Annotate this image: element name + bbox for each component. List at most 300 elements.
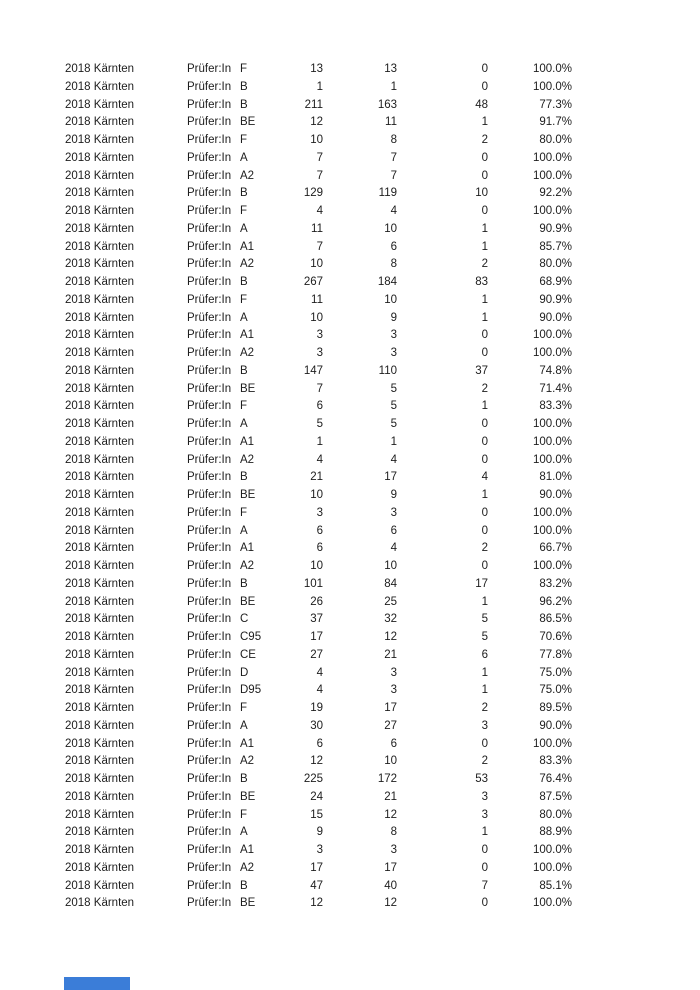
cell-pass-rate: 76.4% (539, 773, 572, 785)
cell-failed-count: 0 (481, 329, 488, 342)
cell-license-class: F (240, 400, 248, 413)
cell-year-region: 2018 Kärnten (65, 364, 135, 377)
cell-candidates-total: 47 (310, 879, 323, 892)
table-row (0, 523, 637, 541)
cell-license-class: CE (240, 648, 256, 661)
cell-examiner-role: Prüfer:In (187, 222, 232, 235)
cell-pass-rate: 90.0% (539, 489, 572, 501)
cell-examiner-role: Prüfer:In (187, 879, 232, 892)
table-row (0, 452, 637, 470)
cell-passed-count: 17 (384, 471, 397, 484)
cell-failed-count: 0 (481, 861, 488, 874)
cell-pass-rate: 90.9% (539, 222, 572, 235)
cell-candidates-total: 21 (310, 471, 323, 484)
cell-candidates-total: 5 (316, 418, 323, 430)
cell-license-class: F (240, 506, 248, 519)
cell-examiner-role: Prüfer:In (187, 613, 232, 626)
cell-passed-count: 7 (390, 169, 397, 182)
cell-passed-count: 6 (390, 737, 397, 750)
cell-pass-rate: 74.8% (539, 364, 572, 377)
cell-candidates-total: 3 (316, 329, 323, 342)
cell-year-region: 2018 Kärnten (65, 80, 135, 93)
cell-examiner-role: Prüfer:In (187, 453, 232, 466)
cell-year-region: 2018 Kärnten (65, 542, 135, 555)
cell-pass-rate: 77.8% (539, 648, 572, 661)
table-row (0, 505, 637, 523)
cell-passed-count: 7 (390, 151, 397, 164)
cell-examiner-role: Prüfer:In (187, 844, 232, 856)
table-row (0, 594, 637, 612)
cell-pass-rate: 71.4% (539, 382, 572, 395)
cell-license-class: B (240, 879, 248, 892)
cell-passed-count: 84 (384, 577, 397, 590)
cell-examiner-role: Prüfer:In (187, 240, 232, 253)
cell-examiner-role: Prüfer:In (187, 826, 232, 839)
cell-passed-count: 184 (377, 276, 397, 288)
cell-license-class: BE (240, 790, 256, 803)
cell-pass-rate: 83.3% (539, 755, 572, 768)
cell-passed-count: 3 (390, 506, 397, 519)
cell-examiner-role: Prüfer:In (187, 595, 232, 608)
table-row (0, 700, 637, 718)
table-row (0, 185, 637, 203)
cell-pass-rate: 100.0% (532, 169, 572, 182)
cell-passed-count: 3 (390, 347, 397, 359)
cell-candidates-total: 6 (316, 737, 323, 750)
cell-passed-count: 9 (390, 311, 397, 324)
cell-license-class: BE (240, 897, 256, 910)
cell-license-class: F (240, 134, 248, 146)
cell-examiner-role: Prüfer:In (187, 311, 232, 324)
cell-candidates-total: 4 (316, 205, 323, 217)
cell-pass-rate: 85.7% (539, 240, 572, 253)
cell-pass-rate: 85.1% (539, 879, 572, 892)
cell-candidates-total: 101 (303, 577, 323, 590)
cell-pass-rate: 87.5% (539, 790, 572, 803)
cell-candidates-total: 12 (310, 116, 323, 129)
cell-passed-count: 5 (390, 400, 397, 413)
cell-passed-count: 5 (390, 382, 397, 395)
cell-candidates-total: 225 (303, 773, 323, 785)
cell-candidates-total: 10 (310, 311, 323, 324)
cell-failed-count: 0 (481, 560, 488, 572)
cell-passed-count: 3 (390, 329, 397, 342)
cell-license-class: A2 (240, 861, 255, 874)
cell-failed-count: 0 (481, 844, 488, 856)
cell-candidates-total: 7 (316, 151, 323, 164)
cell-pass-rate: 100.0% (532, 560, 572, 572)
cell-pass-rate: 100.0% (532, 347, 572, 359)
cell-failed-count: 1 (481, 684, 488, 697)
cell-failed-count: 7 (481, 879, 488, 892)
cell-year-region: 2018 Kärnten (65, 435, 135, 448)
cell-license-class: A (240, 222, 248, 235)
cell-examiner-role: Prüfer:In (187, 755, 232, 768)
cell-license-class: A1 (240, 844, 255, 856)
cell-examiner-role: Prüfer:In (187, 258, 232, 271)
cell-year-region: 2018 Kärnten (65, 382, 135, 395)
cell-failed-count: 1 (481, 826, 488, 839)
cell-failed-count: 17 (475, 577, 488, 590)
cell-candidates-total: 9 (316, 826, 323, 839)
table-row (0, 61, 637, 79)
cell-candidates-total: 6 (316, 542, 323, 555)
cell-pass-rate: 90.0% (539, 311, 572, 324)
cell-license-class: A2 (240, 755, 255, 768)
cell-examiner-role: Prüfer:In (187, 666, 232, 679)
table-row (0, 168, 637, 186)
cell-year-region: 2018 Kärnten (65, 329, 135, 342)
cell-passed-count: 27 (384, 719, 397, 732)
cell-year-region: 2018 Kärnten (65, 347, 135, 359)
cell-candidates-total: 7 (316, 169, 323, 182)
cell-candidates-total: 10 (310, 134, 323, 146)
cell-pass-rate: 100.0% (532, 506, 572, 519)
table-row (0, 895, 637, 913)
cell-license-class: A1 (240, 737, 255, 750)
cell-license-class: A (240, 151, 248, 164)
cell-failed-count: 0 (481, 418, 488, 430)
cell-examiner-role: Prüfer:In (187, 719, 232, 732)
cell-examiner-role: Prüfer:In (187, 506, 232, 519)
cell-license-class: B (240, 276, 248, 288)
cell-year-region: 2018 Kärnten (65, 240, 135, 253)
cell-failed-count: 0 (481, 169, 488, 182)
cell-passed-count: 8 (390, 134, 397, 146)
cell-candidates-total: 17 (310, 631, 323, 643)
cell-pass-rate: 86.5% (539, 613, 572, 626)
cell-candidates-total: 11 (311, 222, 323, 235)
cell-failed-count: 37 (475, 364, 488, 377)
cell-passed-count: 3 (390, 666, 397, 679)
cell-year-region: 2018 Kärnten (65, 134, 135, 146)
cell-passed-count: 6 (390, 524, 397, 537)
cell-year-region: 2018 Kärnten (65, 613, 135, 626)
cell-examiner-role: Prüfer:In (187, 471, 232, 484)
cell-passed-count: 4 (390, 453, 397, 466)
cell-year-region: 2018 Kärnten (65, 897, 135, 910)
cell-failed-count: 0 (481, 524, 488, 537)
cell-examiner-role: Prüfer:In (187, 897, 232, 910)
cell-pass-rate: 80.0% (539, 808, 572, 821)
cell-year-region: 2018 Kärnten (65, 471, 135, 484)
cell-pass-rate: 92.2% (539, 187, 572, 200)
cell-candidates-total: 10 (310, 258, 323, 271)
cell-candidates-total: 6 (316, 400, 323, 413)
table-row (0, 682, 637, 700)
cell-candidates-total: 12 (310, 755, 323, 768)
cell-passed-count: 10 (384, 755, 397, 768)
cell-passed-count: 12 (384, 897, 397, 910)
cell-examiner-role: Prüfer:In (187, 542, 232, 555)
cell-failed-count: 1 (481, 311, 488, 324)
table-row (0, 665, 637, 683)
cell-candidates-total: 1 (316, 435, 323, 448)
cell-passed-count: 1 (390, 435, 397, 448)
cell-license-class: B (240, 471, 248, 484)
cell-examiner-role: Prüfer:In (187, 205, 232, 217)
cell-examiner-role: Prüfer:In (187, 80, 232, 93)
table-row (0, 771, 637, 789)
cell-license-class: BE (240, 382, 256, 395)
cell-passed-count: 3 (390, 844, 397, 856)
cell-failed-count: 10 (475, 187, 488, 200)
cell-year-region: 2018 Kärnten (65, 258, 135, 271)
cell-year-region: 2018 Kärnten (65, 205, 135, 217)
cell-candidates-total: 147 (303, 364, 323, 377)
cell-examiner-role: Prüfer:In (187, 63, 232, 75)
cell-year-region: 2018 Kärnten (65, 63, 135, 75)
cell-passed-count: 13 (384, 63, 397, 75)
cell-passed-count: 5 (390, 418, 397, 430)
cell-year-region: 2018 Kärnten (65, 577, 135, 590)
cell-examiner-role: Prüfer:In (187, 577, 232, 590)
cell-pass-rate: 90.9% (539, 293, 572, 306)
cell-candidates-total: 6 (316, 524, 323, 537)
cell-examiner-role: Prüfer:In (187, 435, 232, 448)
cell-pass-rate: 100.0% (532, 63, 572, 75)
cell-failed-count: 5 (481, 631, 488, 643)
table-row (0, 842, 637, 860)
cell-year-region: 2018 Kärnten (65, 400, 135, 413)
cell-failed-count: 0 (481, 151, 488, 164)
cell-failed-count: 0 (481, 435, 488, 448)
table-row (0, 611, 637, 629)
cell-pass-rate: 90.0% (539, 719, 572, 732)
cell-pass-rate: 81.0% (539, 471, 572, 484)
cell-examiner-role: Prüfer:In (187, 737, 232, 750)
cell-passed-count: 4 (390, 205, 397, 217)
table-row (0, 469, 637, 487)
cell-failed-count: 2 (481, 382, 488, 395)
cell-examiner-role: Prüfer:In (187, 151, 232, 164)
cell-license-class: C (240, 613, 249, 626)
cell-failed-count: 3 (481, 790, 488, 803)
table-row (0, 736, 637, 754)
cell-year-region: 2018 Kärnten (65, 98, 135, 111)
cell-examiner-role: Prüfer:In (187, 347, 232, 359)
cell-examiner-role: Prüfer:In (187, 382, 232, 395)
cell-year-region: 2018 Kärnten (65, 861, 135, 874)
table-row (0, 239, 637, 257)
table-row (0, 256, 637, 274)
cell-year-region: 2018 Kärnten (65, 506, 135, 519)
table-row (0, 558, 637, 576)
cell-license-class: A2 (240, 169, 255, 182)
cell-license-class: B (240, 773, 248, 785)
cell-passed-count: 6 (390, 240, 397, 253)
cell-examiner-role: Prüfer:In (187, 400, 232, 413)
table-row (0, 807, 637, 825)
cell-license-class: B (240, 80, 248, 93)
cell-year-region: 2018 Kärnten (65, 790, 135, 803)
cell-candidates-total: 11 (311, 293, 323, 306)
cell-license-class: A2 (240, 347, 255, 359)
table-row (0, 97, 637, 115)
cell-pass-rate: 100.0% (532, 205, 572, 217)
table-row (0, 345, 637, 363)
cell-examiner-role: Prüfer:In (187, 134, 232, 146)
cell-failed-count: 0 (481, 347, 488, 359)
cell-passed-count: 17 (384, 861, 397, 874)
cell-passed-count: 10 (384, 293, 397, 306)
cell-license-class: A1 (240, 240, 255, 253)
cell-failed-count: 3 (481, 719, 488, 732)
cell-failed-count: 83 (475, 276, 488, 288)
cell-failed-count: 2 (481, 258, 488, 271)
cell-license-class: F (240, 293, 248, 306)
cell-passed-count: 17 (384, 702, 397, 714)
cell-pass-rate: 91.7% (539, 116, 572, 129)
table-row (0, 487, 637, 505)
cell-failed-count: 5 (481, 613, 488, 626)
table-row (0, 221, 637, 239)
cell-license-class: BE (240, 595, 256, 608)
table-row (0, 540, 637, 558)
cell-passed-count: 10 (384, 222, 397, 235)
table-row (0, 274, 637, 292)
cell-failed-count: 1 (481, 222, 488, 235)
table-row (0, 824, 637, 842)
table-row (0, 878, 637, 896)
cell-year-region: 2018 Kärnten (65, 808, 135, 821)
cell-examiner-role: Prüfer:In (187, 631, 232, 643)
cell-pass-rate: 83.3% (539, 400, 572, 413)
cell-license-class: A1 (240, 329, 255, 342)
cell-examiner-role: Prüfer:In (187, 648, 232, 661)
cell-candidates-total: 13 (310, 63, 323, 75)
cell-candidates-total: 7 (316, 240, 323, 253)
cell-passed-count: 12 (384, 631, 397, 643)
cell-failed-count: 2 (481, 542, 488, 555)
cell-candidates-total: 4 (316, 453, 323, 466)
cell-passed-count: 25 (384, 595, 397, 608)
results-table (0, 61, 637, 913)
cell-passed-count: 172 (377, 773, 397, 785)
cell-passed-count: 10 (384, 560, 397, 572)
cell-examiner-role: Prüfer:In (187, 808, 232, 821)
cell-failed-count: 3 (481, 808, 488, 821)
cell-examiner-role: Prüfer:In (187, 524, 232, 537)
cell-examiner-role: Prüfer:In (187, 293, 232, 306)
cell-failed-count: 1 (481, 240, 488, 253)
cell-candidates-total: 10 (310, 489, 323, 501)
cell-license-class: A (240, 311, 248, 324)
cell-pass-rate: 75.0% (539, 666, 572, 679)
cell-year-region: 2018 Kärnten (65, 418, 135, 430)
cell-passed-count: 21 (384, 790, 397, 803)
cell-passed-count: 3 (390, 684, 397, 697)
cell-license-class: C95 (240, 631, 262, 643)
cell-candidates-total: 19 (310, 702, 323, 714)
cell-examiner-role: Prüfer:In (187, 169, 232, 182)
cell-license-class: A (240, 418, 248, 430)
cell-failed-count: 1 (481, 489, 488, 501)
cell-passed-count: 40 (384, 879, 397, 892)
table-row (0, 381, 637, 399)
cell-failed-count: 53 (475, 773, 488, 785)
cell-license-class: A (240, 826, 248, 839)
cell-year-region: 2018 Kärnten (65, 755, 135, 768)
cell-pass-rate: 100.0% (532, 737, 572, 750)
cell-passed-count: 12 (384, 808, 397, 821)
table-row (0, 434, 637, 452)
cell-passed-count: 119 (378, 187, 397, 200)
cell-year-region: 2018 Kärnten (65, 116, 135, 129)
cell-candidates-total: 1 (316, 80, 323, 93)
cell-candidates-total: 17 (310, 861, 323, 874)
cell-candidates-total: 15 (310, 808, 323, 821)
cell-candidates-total: 3 (316, 844, 323, 856)
cell-year-region: 2018 Kärnten (65, 560, 135, 572)
cell-examiner-role: Prüfer:In (187, 116, 232, 129)
cell-license-class: B (240, 98, 248, 111)
cell-year-region: 2018 Kärnten (65, 293, 135, 306)
cell-failed-count: 0 (481, 453, 488, 466)
cell-passed-count: 8 (390, 258, 397, 271)
table-row (0, 860, 637, 878)
cell-examiner-role: Prüfer:In (187, 489, 232, 501)
table-row (0, 79, 637, 97)
table-row (0, 327, 637, 345)
cell-candidates-total: 27 (310, 648, 323, 661)
cell-year-region: 2018 Kärnten (65, 524, 135, 537)
cell-pass-rate: 100.0% (532, 151, 572, 164)
cell-year-region: 2018 Kärnten (65, 737, 135, 750)
cell-candidates-total: 10 (310, 560, 323, 572)
cell-failed-count: 1 (481, 293, 488, 306)
cell-year-region: 2018 Kärnten (65, 187, 135, 200)
cell-pass-rate: 88.9% (539, 826, 572, 839)
cell-candidates-total: 7 (316, 382, 323, 395)
table-row (0, 363, 637, 381)
table-row (0, 150, 637, 168)
cell-failed-count: 1 (481, 116, 488, 129)
table-row (0, 416, 637, 434)
cell-failed-count: 0 (481, 63, 488, 75)
cell-candidates-total: 30 (310, 719, 323, 732)
cell-pass-rate: 68.9% (539, 276, 572, 288)
cell-year-region: 2018 Kärnten (65, 489, 135, 501)
cell-candidates-total: 211 (304, 98, 323, 111)
cell-pass-rate: 96.2% (539, 595, 572, 608)
cell-passed-count: 8 (390, 826, 397, 839)
cell-candidates-total: 3 (316, 506, 323, 519)
cell-failed-count: 0 (481, 897, 488, 910)
cell-pass-rate: 100.0% (532, 844, 572, 856)
cell-pass-rate: 100.0% (532, 418, 572, 430)
cell-license-class: F (240, 702, 248, 714)
cell-passed-count: 163 (377, 98, 397, 111)
table-row (0, 203, 637, 221)
table-row (0, 629, 637, 647)
cell-pass-rate: 89.5% (539, 702, 572, 714)
cell-year-region: 2018 Kärnten (65, 702, 135, 714)
cell-pass-rate: 80.0% (539, 258, 572, 271)
cell-examiner-role: Prüfer:In (187, 98, 232, 111)
table-row (0, 132, 637, 150)
cell-pass-rate: 100.0% (532, 80, 572, 93)
cell-examiner-role: Prüfer:In (187, 329, 232, 342)
table-row (0, 398, 637, 416)
cell-passed-count: 110 (378, 364, 397, 377)
cell-failed-count: 0 (481, 205, 488, 217)
cell-pass-rate: 83.2% (539, 577, 572, 590)
cell-license-class: A2 (240, 560, 255, 572)
cell-passed-count: 11 (385, 116, 397, 129)
cell-failed-count: 48 (475, 98, 488, 111)
cell-examiner-role: Prüfer:In (187, 418, 232, 430)
